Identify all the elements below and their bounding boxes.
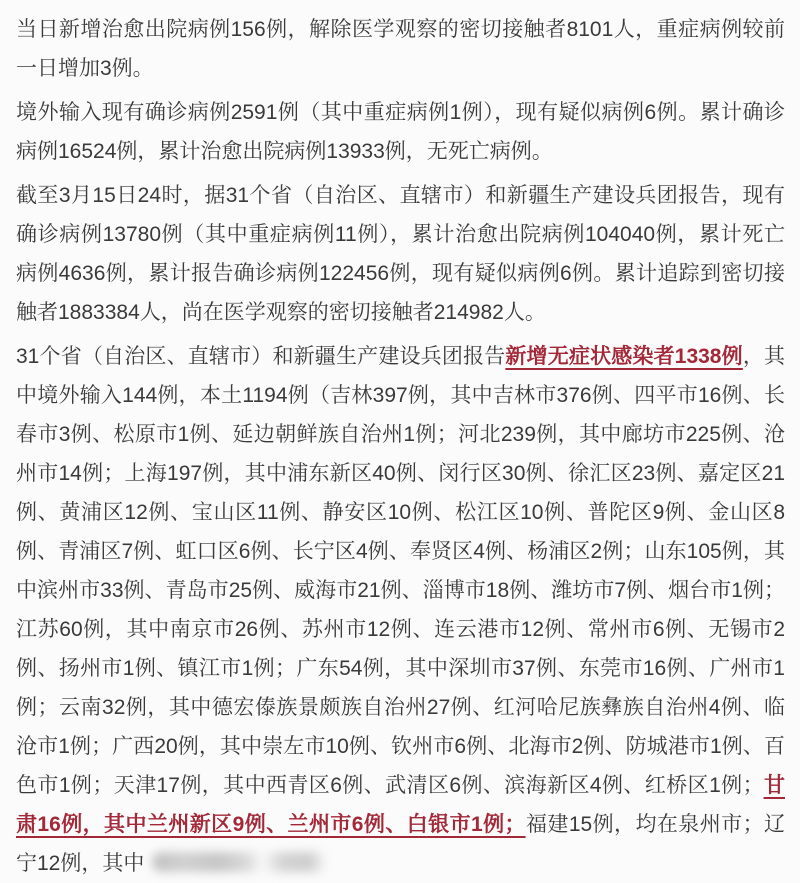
article-body [16,10,785,883]
body-text: 截至3月15日24时，据31个省（自治区、直辖市）和新疆生产建设兵团报告，现有确诊病例13780例（其中重症病例11例），累计治愈出院病例104040例，累计死亡病例4636例，累计报告确诊病例122456例，现有疑似病例6例。累计追踪到密切接触者1883384人，尚在医学观察的密切接触者214982人。 [16,184,785,324]
highlighted-text: 新增无症状感染者1338例 [505,345,743,368]
body-text: 当日新增治愈出院病例156例，解除医学观察的密切接触者8101人，重症病例较前一日增加3例。 [16,18,785,80]
body-text: 境外输入现有确诊病例2591例（其中重症病例1例），现有疑似病例6例。累计确诊病例16524例，累计治愈出院病例13933例，无死亡病例。 [16,101,785,163]
paragraph [16,93,785,171]
body-text: ，其中境外输入144例，本土1194例（吉林397例，其中吉林市376例、四平市16例、长春市3例、松原市1例、延边朝鲜族自治州1例；河北239例，其中廊坊市225例、沧州市14例；上海197例，其中浦东新区40例、闵行区30例、徐汇区23例、嘉定区21例、黄浦区12例、宝山区11例、静安区10例、松江区10例、普陀区9例、金山区8例、青浦区7例、虹口区6例、长宁区4例、奉贤区4例、杨浦区2例；山东105例，其中滨州市33例、青岛市25例、威海市21例、淄博市18例、潍坊市7例、烟台市1例；江苏60例，其中南京市26例、苏州市12例、连云港市12例、常州市6例、无锡市2例、扬州市1例、镇江市1例；广东54例，其中深圳市37例、东莞市16例、广州市1例；云南32例，其中德宏傣族景颇族自治州27例、红河哈尼族彝族自治州4例、临沧市1例；广西20例，其中崇左市10例、钦州市6例、北海市2例、防城港市1例、百色市1例；天津17例，其中西青区6例、武清区6例、滨海新区4例、红桥区1例； [16,345,786,797]
paragraph [16,10,785,88]
paragraph [16,176,785,332]
paragraph [16,337,785,883]
highlighted-text: 甘肃16例，其中兰州新区9例、兰州市6例、白银市1例； [16,774,785,836]
blurred-watermark [152,852,327,872]
body-text: 福建15例，均在泉州市；辽宁12例，其中 [16,813,785,875]
body-text: 31个省（自治区、直辖市）和新疆生产建设兵团报告 [16,345,506,368]
